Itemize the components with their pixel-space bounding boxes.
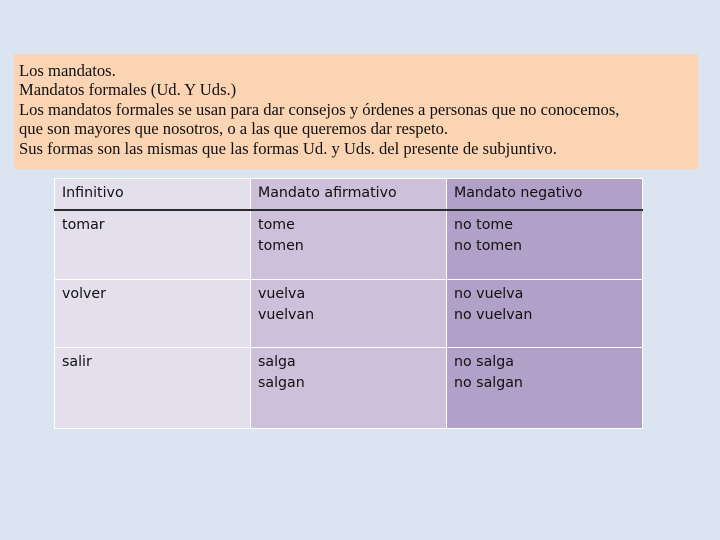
- affirmative-singular: tome: [258, 217, 295, 233]
- cell-infinitive: [55, 210, 251, 279]
- intro-line-1: Los mandatos formales se usan para dar consejos y órdenes a personas que no conocemos,: [19, 99, 620, 119]
- header-affirmative: Mandato afirmativo: [251, 179, 447, 211]
- infinitive-text: volver: [62, 285, 106, 302]
- header-negative: Mandato negativo: [447, 179, 643, 211]
- negative-singular: no vuelva: [454, 285, 524, 302]
- table-row: [55, 348, 643, 429]
- table-header-row: [55, 179, 643, 211]
- affirmative-plural: salgan: [258, 375, 305, 392]
- table-row: [55, 210, 643, 279]
- cell-infinitive: [55, 348, 251, 429]
- header-infinitive: Infinitivo: [55, 179, 251, 211]
- conjugation-table: [54, 178, 643, 429]
- intro-subtitle: Mandatos formales (Ud. Y Uds.): [19, 80, 237, 100]
- intro-text-box: [14, 54, 698, 169]
- negative-singular: no salga: [454, 354, 514, 371]
- cell-negative: [447, 279, 643, 348]
- cell-negative: [447, 210, 643, 279]
- intro-line-3: Sus formas son las mismas que las formas Ud. y Uds. del presente de subjuntivo.: [19, 138, 557, 158]
- negative-plural: no salgan: [454, 375, 523, 392]
- affirmative-plural: tomen: [258, 238, 304, 254]
- intro-line-2: que son mayores que nosotros, o a las que queremos dar respeto.: [19, 119, 449, 139]
- intro-title: Los mandatos.: [19, 61, 116, 80]
- cell-affirmative: [251, 210, 447, 279]
- cell-affirmative: [251, 348, 447, 429]
- affirmative-singular: salga: [258, 354, 296, 371]
- cell-affirmative: [251, 279, 447, 348]
- cell-infinitive: [55, 279, 251, 348]
- table-row: [55, 279, 643, 348]
- negative-singular: no tome: [454, 217, 513, 233]
- negative-plural: no vuelvan: [454, 306, 533, 323]
- affirmative-singular: vuelva: [258, 285, 306, 302]
- negative-plural: no tomen: [454, 238, 522, 254]
- infinitive-text: tomar: [62, 217, 105, 233]
- affirmative-plural: vuelvan: [258, 306, 315, 323]
- infinitive-text: salir: [62, 354, 92, 371]
- cell-negative: [447, 348, 643, 429]
